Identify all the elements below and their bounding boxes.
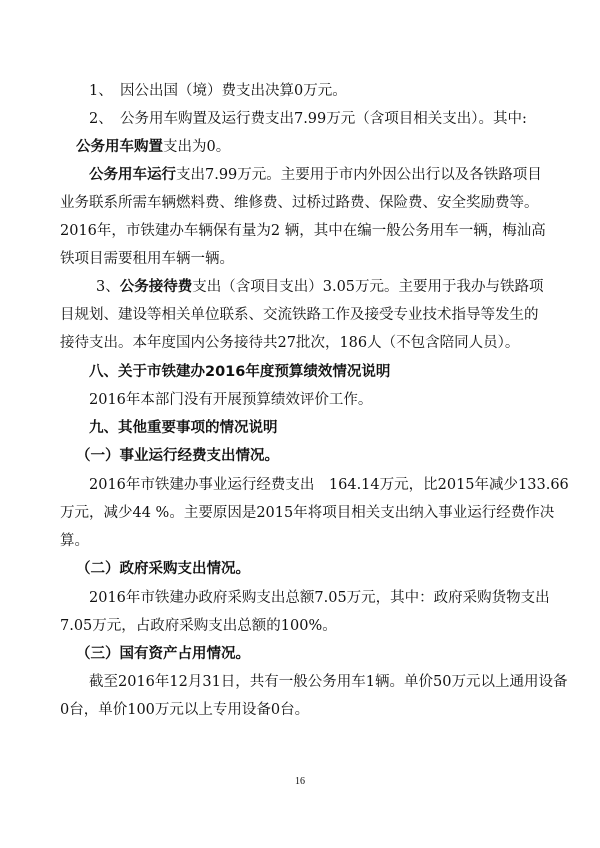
paragraph-line bbox=[76, 138, 230, 156]
line-text: 支出7.99万元。主要用于市内外因公出行以及各铁路项目 bbox=[176, 167, 542, 183]
paragraph-line: 1、 因公出国（境）费支出决算0万元。 bbox=[89, 83, 347, 99]
paragraph-line: 业务联系所需车辆燃料费、维修费、过桥过路费、保险费、安全奖励费等。 bbox=[60, 195, 539, 211]
bold-term: 公务用车购置 bbox=[76, 139, 163, 155]
paragraph-line bbox=[89, 166, 542, 184]
paragraph-line: 7.05万元，占政府采购支出总额的100%。 bbox=[60, 618, 337, 634]
page-number: 16 bbox=[295, 776, 305, 787]
paragraph-line: 2016年市铁建办事业运行经费支出 164.14万元，比2015年减少133.66 bbox=[89, 477, 569, 493]
line-text: 支出为0。 bbox=[163, 139, 231, 155]
line-text: 支出（含项目支出）3.05万元。主要用于我办与铁路项 bbox=[192, 279, 544, 295]
paragraph-line: 接待支出。本年度国内公务接待共27批次，186人（不包含陪同人员）。 bbox=[60, 335, 520, 351]
paragraph-line: 0台，单价100万元以上专用设备0台。 bbox=[60, 702, 310, 718]
section-heading: 九、其他重要事项的情况说明 bbox=[89, 420, 278, 436]
bold-term: 公务用车运行 bbox=[89, 167, 176, 183]
paragraph-line: 2016年，市铁建办车辆保有量为2 辆，其中在编一般公务用车一辆，梅汕高 bbox=[60, 223, 546, 239]
paragraph-line: 2、 公务用车购置及运行费支出7.99万元（含项目相关支出）。其中: bbox=[89, 111, 527, 127]
paragraph-line: 截至2016年12月31日，共有一般公务用车1辆。单价50万元以上通用设备 bbox=[89, 674, 568, 690]
paragraph-line: 2016年本部门没有开展预算绩效评价工作。 bbox=[89, 392, 373, 408]
paragraph-line: 算。 bbox=[60, 533, 89, 549]
paragraph-line: 万元，减少44 %。主要原因是2015年将项目相关支出纳入事业运行经费作决 bbox=[60, 505, 555, 521]
paragraph-line bbox=[96, 278, 544, 296]
subsection-heading: （二）政府采购支出情况。 bbox=[76, 561, 250, 577]
subsection-heading: （一）事业运行经费支出情况。 bbox=[76, 448, 279, 464]
section-heading: 八、关于市铁建办2016年度预算绩效情况说明 bbox=[89, 364, 391, 380]
paragraph-line: 目规划、建设等相关单位联系、交流铁路工作及接受专业技术指导等发生的 bbox=[60, 307, 539, 323]
subsection-heading: （三）国有资产占用情况。 bbox=[76, 646, 250, 662]
paragraph-line: 2016年市铁建办政府采购支出总额7.05万元，其中：政府采购货物支出 bbox=[89, 590, 550, 606]
bold-term: 公务接待费 bbox=[119, 279, 193, 295]
line-text: 3、 bbox=[96, 279, 120, 295]
paragraph-line: 铁项目需要租用车辆一辆。 bbox=[60, 251, 234, 267]
